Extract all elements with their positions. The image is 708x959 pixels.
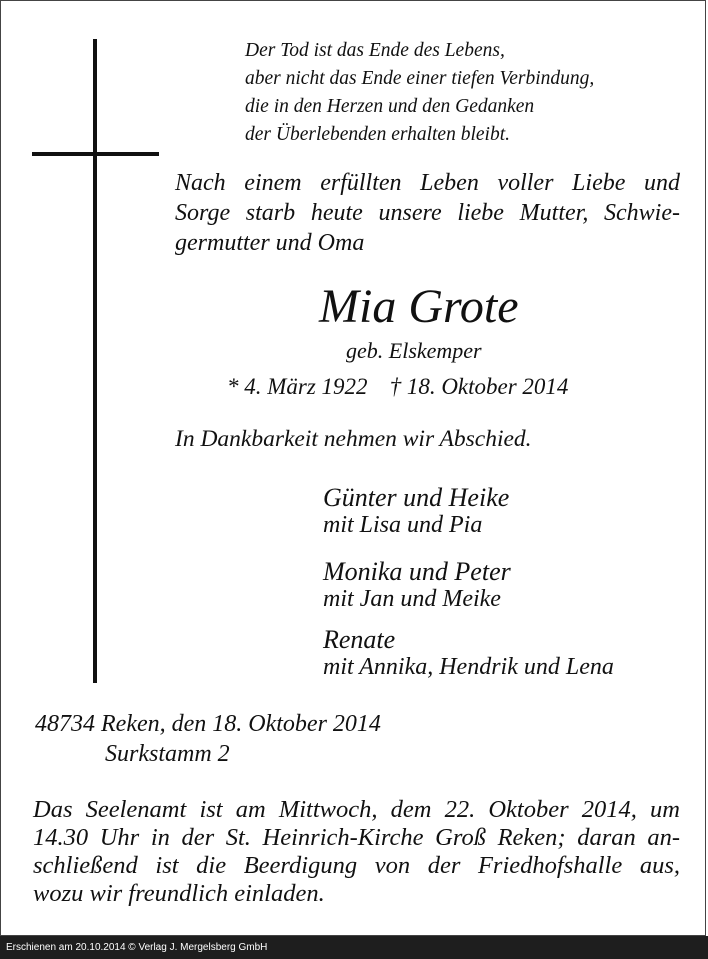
intro-text bbox=[175, 168, 680, 258]
family-main-names: Monika und Peter bbox=[323, 557, 511, 586]
publication-footer: Erschienen am 20.10.2014 © Verlag J. Mergelsberg GmbH bbox=[0, 936, 708, 959]
quote-line: die in den Herzen und den Gedanken bbox=[245, 96, 535, 117]
quote-line: aber nicht das Ende einer tiefen Verbindung, bbox=[245, 68, 595, 89]
quote-line: der Überlebenden erhalten bleibt. bbox=[245, 124, 510, 145]
cross-horizontal-bar bbox=[32, 152, 159, 156]
family-group bbox=[323, 626, 614, 680]
intro-line: germutter und Oma bbox=[175, 230, 365, 256]
life-dates bbox=[227, 371, 568, 403]
birth-date: * 4. März 1922 bbox=[227, 374, 368, 399]
family-main-names: Günter und Heike bbox=[323, 483, 510, 512]
family-group bbox=[323, 558, 511, 612]
family-sub-names: mit Jan und Meike bbox=[323, 586, 501, 612]
service-line: 14.30 Uhr in der St. Heinrich-Kirche Groß Reken; daran an- bbox=[33, 824, 680, 851]
service-announcement bbox=[33, 796, 680, 908]
location-block bbox=[35, 709, 381, 769]
service-line: Das Seelenamt ist am Mittwoch, dem 22. Oktober 2014, um bbox=[33, 796, 680, 823]
maiden-name: geb. Elskemper bbox=[346, 338, 482, 363]
cross-vertical-bar bbox=[93, 39, 97, 683]
street-address: Surkstamm 2 bbox=[105, 741, 230, 767]
service-line: schließend ist die Beerdigung von der Friedhofshalle aus, bbox=[33, 852, 680, 879]
deceased-name: Mia Grote bbox=[319, 280, 519, 333]
intro-line: Sorge starb heute unsere liebe Mutter, Schwie- bbox=[175, 200, 680, 226]
place-and-date: 48734 Reken, den 18. Oktober 2014 bbox=[35, 711, 381, 737]
memorial-quote bbox=[245, 37, 594, 149]
quote-line: Der Tod ist das Ende des Lebens, bbox=[245, 40, 505, 61]
farewell-text: In Dankbarkeit nehmen wir Abschied. bbox=[175, 426, 532, 452]
death-date: † 18. Oktober 2014 bbox=[389, 374, 569, 399]
family-group bbox=[323, 484, 509, 538]
service-line: wozu wir freundlich einladen. bbox=[33, 880, 325, 907]
family-sub-names: mit Lisa und Pia bbox=[323, 512, 483, 538]
family-sub-names: mit Annika, Hendrik und Lena bbox=[323, 654, 614, 680]
family-main-names: Renate bbox=[323, 625, 396, 654]
intro-line: Nach einem erfüllten Leben voller Liebe und bbox=[175, 170, 680, 196]
